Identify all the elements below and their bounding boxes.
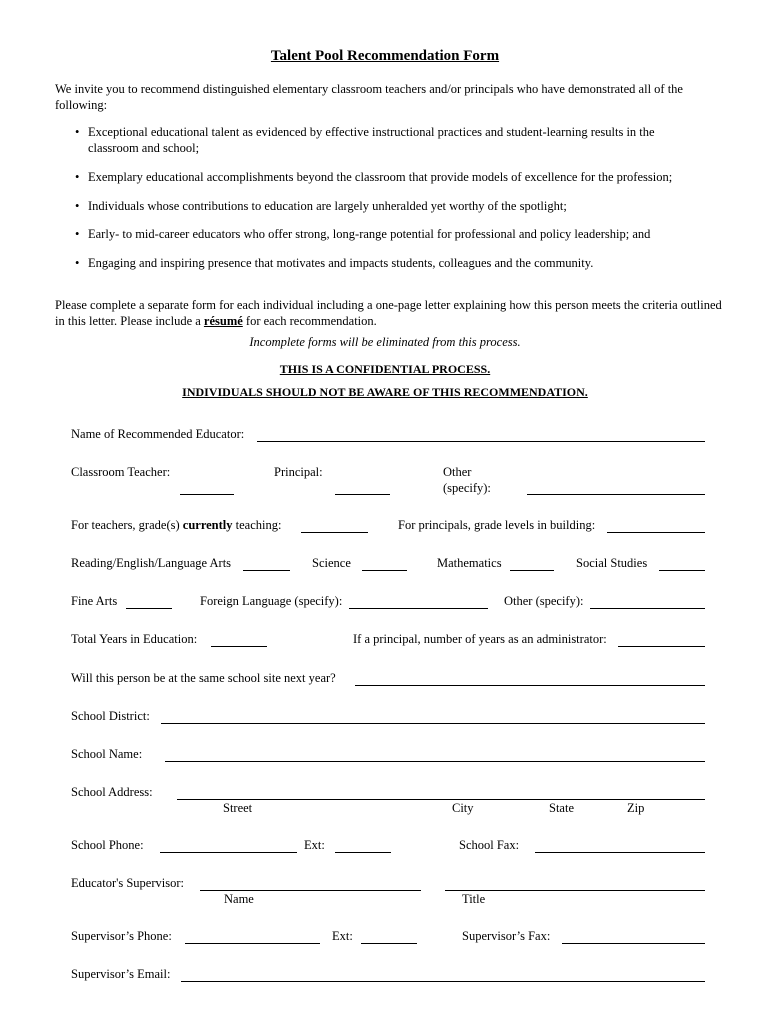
teacher-grades-field[interactable] xyxy=(301,532,368,533)
instructions-note xyxy=(55,297,725,329)
classroom-teacher-label: Classroom Teacher: xyxy=(71,465,171,479)
note-text: Please complete a separate form for each individual including a one-page letter explaining how this person meets the criteria outlined in this letter. Please include a xyxy=(55,298,722,328)
educator-name-field[interactable] xyxy=(257,441,705,442)
classroom-teacher-field[interactable] xyxy=(180,494,234,495)
other-subject-label: Other (specify): xyxy=(504,594,584,608)
school-fax-label: School Fax: xyxy=(459,838,520,852)
list-item: • Individuals whose contributions to education are largely unheralded yet worthy of the spotlight; xyxy=(55,198,705,214)
math-field[interactable] xyxy=(510,570,554,571)
supervisor-ext-field[interactable] xyxy=(361,943,417,944)
other-label: Other xyxy=(443,465,472,479)
supervisor-name-field[interactable] xyxy=(200,890,421,891)
other-role-field[interactable] xyxy=(527,494,705,495)
science-field[interactable] xyxy=(362,570,407,571)
name-caption: Name xyxy=(224,892,254,906)
ext-label: Ext: xyxy=(304,838,325,852)
list-item: • Engaging and inspiring presence that motivates and impacts students, colleagues and the community. xyxy=(55,255,705,271)
list-item: • Exceptional educational talent as evidenced by effective instructional practices and student-learning results in the classroom and school; xyxy=(55,124,705,156)
same-site-label: Will this person be at the same school site next year? xyxy=(71,671,336,685)
address-label: School Address: xyxy=(71,785,153,799)
social-studies-label: Social Studies xyxy=(576,556,648,570)
supervisor-label: Educator's Supervisor: xyxy=(71,876,184,890)
foreign-language-label: Foreign Language (specify): xyxy=(200,594,343,608)
teacher-grades-text-end: teaching: xyxy=(232,518,282,532)
school-fax-field[interactable] xyxy=(535,852,705,853)
same-site-field[interactable] xyxy=(355,685,705,686)
math-label: Mathematics xyxy=(437,556,502,570)
confidential-heading: THIS IS A CONFIDENTIAL PROCESS. xyxy=(279,362,491,376)
supervisor-ext-label: Ext: xyxy=(332,929,353,943)
admin-years-label: If a principal, number of years as an administrator: xyxy=(353,632,607,646)
supervisor-fax-label: Supervisor’s Fax: xyxy=(462,929,551,943)
admin-years-field[interactable] xyxy=(618,646,705,647)
zip-caption: Zip xyxy=(627,801,645,815)
page-title: Talent Pool Recommendation Form xyxy=(270,48,500,64)
principal-label: Principal: xyxy=(274,465,323,479)
supervisor-phone-label: Supervisor’s Phone: xyxy=(71,929,172,943)
social-studies-field[interactable] xyxy=(659,570,705,571)
foreign-language-field[interactable] xyxy=(349,608,488,609)
teacher-grades-text: For teachers, grade(s) xyxy=(71,518,183,532)
currently-emphasis: currently xyxy=(182,518,233,532)
reading-label: Reading/English/Language Arts xyxy=(71,556,232,570)
school-phone-label: School Phone: xyxy=(71,838,144,852)
fine-arts-label: Fine Arts xyxy=(71,594,118,608)
total-years-field[interactable] xyxy=(211,646,267,647)
city-caption: City xyxy=(452,801,474,815)
reading-field[interactable] xyxy=(243,570,290,571)
ext-field[interactable] xyxy=(335,852,391,853)
state-caption: State xyxy=(549,801,574,815)
district-field[interactable] xyxy=(161,723,705,724)
note-text-end: for each recommendation. xyxy=(242,314,377,328)
district-label: School District: xyxy=(71,709,150,723)
criteria-list xyxy=(55,124,705,271)
other-specify-label: (specify): xyxy=(443,481,491,495)
supervisor-phone-field[interactable] xyxy=(185,943,320,944)
teacher-grades-label xyxy=(71,518,281,533)
incomplete-warning: Incomplete forms will be eliminated from this process. xyxy=(249,335,521,349)
resume-emphasis: résumé xyxy=(203,314,243,328)
supervisor-title-field[interactable] xyxy=(445,890,705,891)
list-item: • Exemplary educational accomplishments beyond the classroom that provide models of excellence for the profession; xyxy=(55,169,705,185)
supervisor-fax-field[interactable] xyxy=(562,943,705,944)
principal-grades-field[interactable] xyxy=(607,532,705,533)
school-name-field[interactable] xyxy=(165,761,705,762)
list-item: • Early- to mid-career educators who offer strong, long-range potential for professional and policy leadership; and xyxy=(55,226,705,242)
school-phone-field[interactable] xyxy=(160,852,297,853)
other-subject-field[interactable] xyxy=(590,608,705,609)
principal-grades-label: For principals, grade levels in building: xyxy=(398,518,596,532)
supervisor-email-label: Supervisor’s Email: xyxy=(71,967,171,981)
principal-field[interactable] xyxy=(335,494,390,495)
title-caption: Title xyxy=(462,892,486,906)
intro-paragraph: We invite you to recommend distinguished elementary classroom teachers and/or principals who have demonstrated all of the following: xyxy=(55,82,683,112)
address-field[interactable] xyxy=(177,799,705,800)
educator-name-label: Name of Recommended Educator: xyxy=(71,427,245,441)
total-years-label: Total Years in Education: xyxy=(71,632,198,646)
street-caption: Street xyxy=(223,801,253,815)
fine-arts-field[interactable] xyxy=(126,608,172,609)
confidential-subheading: INDIVIDUALS SHOULD NOT BE AWARE OF THIS RECOMMENDATION. xyxy=(182,385,588,399)
school-name-label: School Name: xyxy=(71,747,143,761)
science-label: Science xyxy=(312,556,351,570)
supervisor-email-field[interactable] xyxy=(181,981,705,982)
